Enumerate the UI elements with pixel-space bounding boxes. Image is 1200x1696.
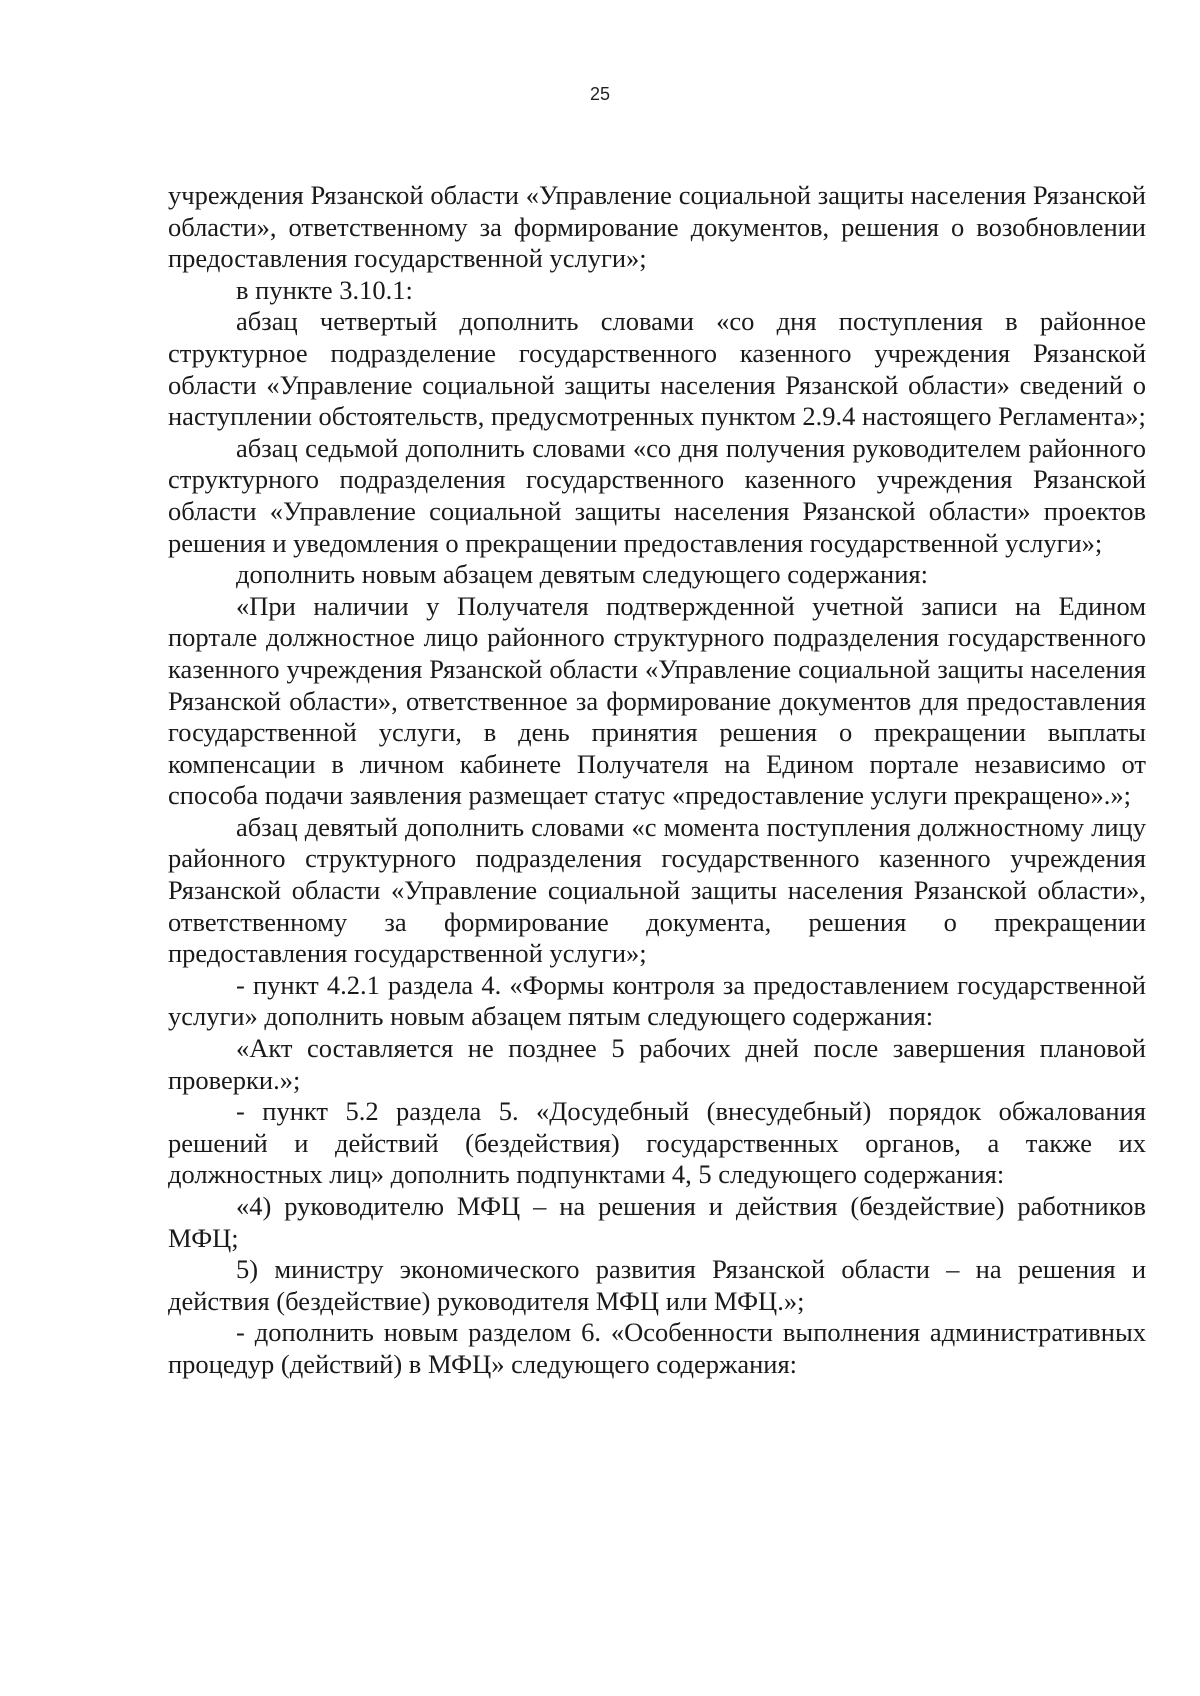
paragraph: «При наличии у Получателя подтвержденной учетной записи на Едином портале должностное лицо районного структурного подразделения государственного казенного учреждения Рязанской области «Управление социальной защиты населения Рязанской области», ответственное за формирование документов для предоставления государственной услуги, в день принятия решения о прекращении выплаты компенсации в личном кабинете Получателя на Едином портале независимо от способа подачи заявления размещает статус «предоставление услуги прекращено».»; [168,590,1146,811]
paragraph: абзац девятый дополнить словами «с момента поступления должностному лицу районного структурного подразделения государственного казенного учреждения Рязанской области «Управление социальной защиты населения Рязанской области», ответственному за формирование документа, решения о прекращении предоставления государственной услуги»; [168,811,1146,969]
paragraph: «Акт составляется не позднее 5 рабочих дней после завершения плановой проверки.»; [168,1033,1146,1095]
paragraph: - дополнить новым разделом 6. «Особенности выполнения административных процедур (действий) в МФЦ» следующего содержания: [168,1317,1146,1379]
paragraph: абзац четвертый дополнить словами «со дня поступления в районное структурное подразделение государственного казенного учреждения Рязанской области «Управление социальной защиты населения Рязанской области» сведений о наступлении обстоятельств, предусмотренных пунктом 2.9.4 настоящего Регламента»; [168,306,1146,432]
paragraph: «4) руководителю МФЦ – на решения и действия (бездействие) работников МФЦ; [168,1191,1146,1253]
paragraph: абзац седьмой дополнить словами «со дня получения руководителем районного структурного подразделения государственного казенного учреждения Рязанской области «Управление социальной защиты населения Рязанской области» проектов решения и уведомления о прекращении предоставления государственной услуги»; [168,432,1146,558]
paragraph: учреждения Рязанской области «Управление социальной защиты населения Рязанской области», ответственному за формирование документов, решения о возобновлении предоставления государственной услуги»; [168,180,1146,274]
document-body [168,180,1146,1381]
paragraph: 5) министру экономического развития Рязанской области – на решения и действия (бездействие) руководителя МФЦ или МФЦ.»; [168,1254,1146,1316]
paragraph: дополнить новым абзацем девятым следующего содержания: [236,559,928,590]
paragraph: в пункте 3.10.1: [236,274,413,305]
page-number: 25 [589,84,611,104]
paragraph: - пункт 4.2.1 раздела 4. «Формы контроля за предоставлением государственной услуги» дополнить новым абзацем пятым следующего содержания: [168,969,1146,1032]
paragraph: - пункт 5.2 раздела 5. «Досудебный (внесудебный) порядок обжалования решений и действий (бездействия) государственных органов, а также их должностных лиц» дополнить подпунктами 4, 5 следующего содержания: [168,1096,1146,1190]
